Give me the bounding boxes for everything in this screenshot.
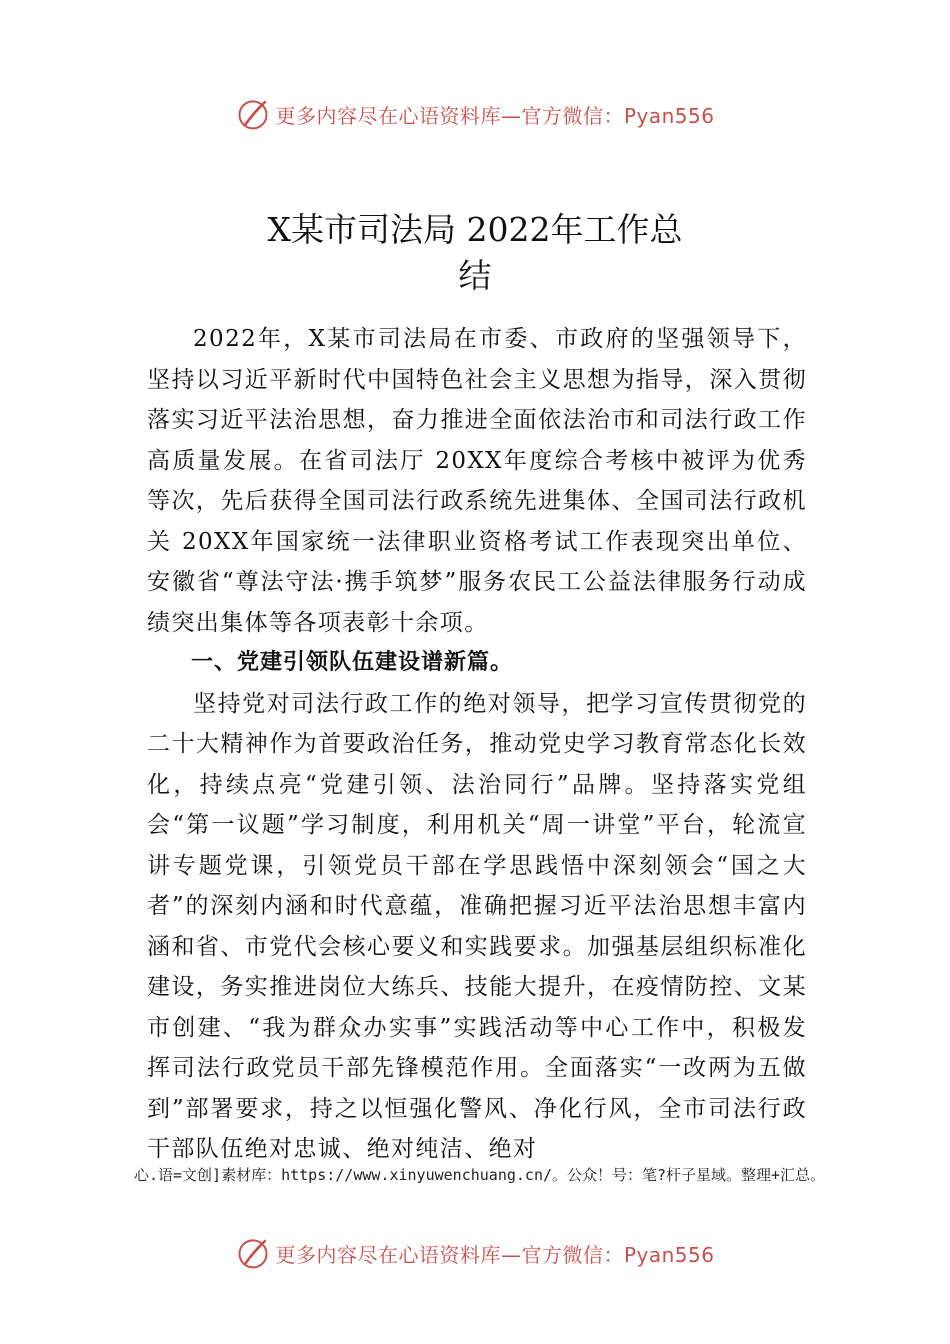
section-1-heading: 一、党建引领队伍建设谱新篇。 [191, 650, 514, 675]
writing-brush-logo-icon [235, 1235, 271, 1271]
title-line-2: 结 [458, 256, 492, 296]
footer-banner [0, 1233, 950, 1273]
intro-paragraph: 2022年，X某市司法局在市委、市政府的坚强领导下，坚持以习近平新时代中国特色社会主义思想为指导，深入贯彻落实习近平法治思想，奋力推进全面依法治市和司法行政工作高质量发展。在省司法厅 20XX年度综合考核中被评为优秀等次，先后获得全国司法行政系统先进集体、全国司法行政机关 20XX年国家统一法律职业资格考试工作表现突出单位、安徽省“尊法守法·携手筑梦”服务农民工公益法律服务行动成绩突出集体等各项表彰十余项。 [147, 326, 807, 636]
banner-content [235, 96, 714, 132]
footer-note: 心.语=文创]素材库：https://www.xinyuwenchuang.cn/。公众！号：笔?杆子星域。整理+汇总。 [134, 1166, 826, 1184]
banner-text: 更多内容尽在心语资料库—官方微信：Pyan556 [275, 103, 715, 128]
title-line-1: X某市司法局 2022年工作总 [267, 210, 683, 250]
document-title [0, 207, 950, 299]
header-banner [0, 94, 950, 134]
banner-content [235, 1235, 714, 1271]
document-body [147, 319, 807, 1170]
writing-brush-logo-icon [235, 96, 271, 132]
banner-text: 更多内容尽在心语资料库—官方微信：Pyan556 [275, 1242, 715, 1267]
section-1-paragraph: 坚持党对司法行政工作的绝对领导，把学习宣传贯彻党的二十大精神作为首要政治任务，推动党史学习教育常态化长效化，持续点亮“党建引领、法治同行”品牌。坚持落实党组会“第一议题”学习制度，利用机关“周一讲堂”平台，轮流宣讲专题党课，引领党员干部在学思践悟中深刻领会“国之大者”的深刻内涵和时代意蕴，准确把握习近平法治思想丰富内涵和省、市党代会核心要义和实践要求。加强基层组织标准化建设，务实推进岗位大练兵、技能大提升，在疫情防控、文某市创建、“我为群众办实事”实践活动等中心工作中，积极发挥司法行政党员干部先锋模范作用。全面落实“一改两为五做到”部署要求，持之以恒强化警风、净化行风，全市司法行政干部队伍绝对忠诚、绝对纯洁、绝对 [147, 690, 807, 1162]
